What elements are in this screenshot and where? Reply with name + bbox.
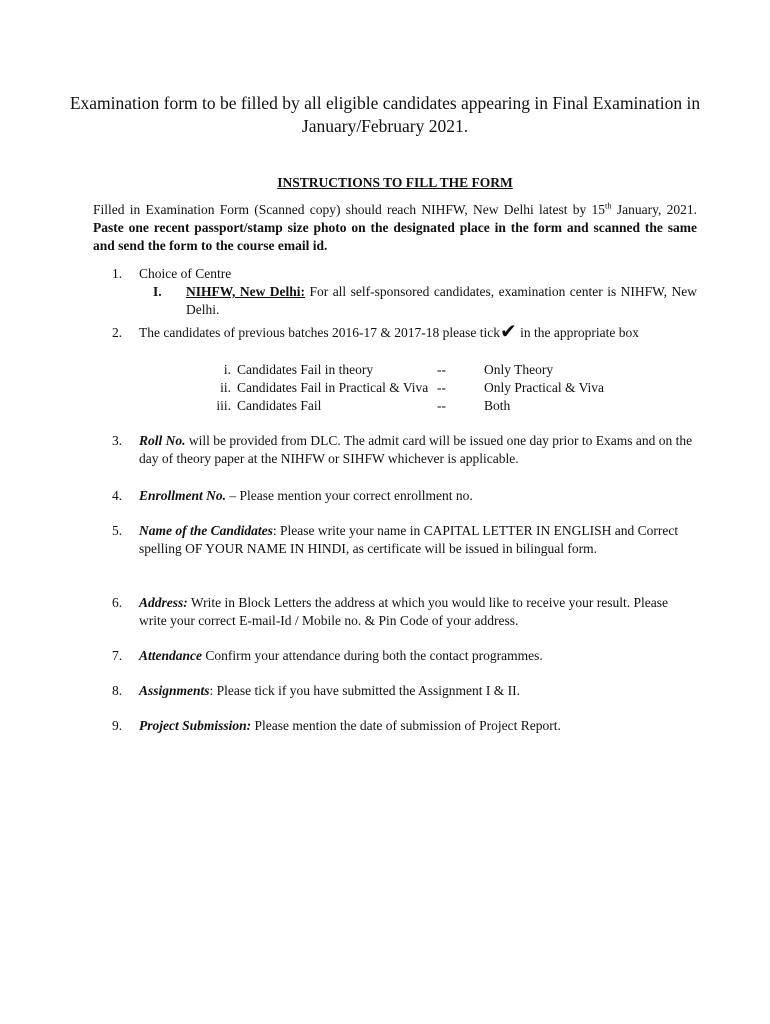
item-desc: – Please mention your correct enrollment no. (226, 488, 473, 503)
item-number: 9. (112, 718, 123, 733)
intro-text-b: January, 2021. (611, 202, 697, 217)
item-text (139, 487, 697, 505)
item-label: Attendance (139, 648, 202, 663)
centre-option-desc: For all self-sponsored candidates, examination center is NIHFW, New Delhi. (186, 284, 697, 317)
instruction-item-8 (93, 682, 697, 700)
option-row (201, 379, 621, 397)
option-dash: -- (437, 362, 446, 377)
item-text (139, 594, 697, 630)
option-row (201, 361, 621, 379)
previous-batch-options (201, 361, 621, 417)
option-value: Both (484, 398, 511, 413)
centre-option-label: NIHFW, New Delhi: (186, 284, 306, 299)
item-desc: will be provided from DLC. The admit card will be issued one day prior to Exams and on the day of theory paper at the NIHFW or SIHFW whichever is applicable. (139, 433, 693, 466)
instruction-item-9 (93, 717, 697, 735)
item-text (139, 682, 697, 700)
item-number: 6. (112, 595, 123, 610)
instruction-item-2 (93, 321, 697, 343)
intro-paragraph (93, 201, 697, 255)
item-number: 8. (112, 683, 123, 698)
item-text: Choice of Centre (139, 266, 232, 281)
intro-superscript: th (605, 200, 612, 211)
item-label: Roll No. (139, 433, 186, 448)
centre-option-text (186, 283, 697, 319)
option-label: Candidates Fail in theory (237, 362, 374, 377)
instruction-item-4 (93, 487, 697, 505)
option-roman: i. (223, 362, 231, 377)
option-value: Only Theory (484, 362, 554, 377)
item-desc: Confirm your attendance during both the contact programmes. (202, 648, 543, 663)
option-label: Candidates Fail (237, 398, 322, 413)
option-dash: -- (437, 380, 446, 395)
item-number: 5. (112, 523, 123, 538)
item-number: 3. (112, 433, 123, 448)
option-label: Candidates Fail in Practical & Viva (237, 380, 429, 395)
intro-text-a: Filled in Examination Form (Scanned copy) should reach NIHFW, New Delhi latest by 15 (93, 202, 606, 217)
item-text (139, 717, 697, 735)
instruction-item-7 (93, 647, 697, 665)
item-text (139, 432, 697, 468)
item-text (139, 321, 697, 343)
item-label: Project Submission: (139, 718, 252, 733)
item-label: Name of the Candidates (139, 523, 273, 538)
item-text (139, 647, 697, 665)
item-desc: : Please tick if you have submitted the Assignment I & II. (209, 683, 520, 698)
item-desc: Write in Block Letters the address at which you would like to receive your result. Please write your correct E-mail-Id / Mobile no. & Pin Code of your address. (139, 595, 668, 628)
item-text-a: The candidates of previous batches 2016-17 & 2017-18 please tick (139, 325, 501, 340)
option-dash: -- (437, 398, 446, 413)
option-roman: ii. (220, 380, 231, 395)
item-desc: : Please write your name in CAPITAL LETTER IN ENGLISH and Correct spelling OF YOUR NAME IN HINDI, as certificate will be issued in bilingual form. (139, 523, 679, 556)
centre-option (93, 283, 697, 319)
instruction-item-5 (93, 522, 697, 558)
form-title: Examination form to be filled by all eligible candidates appearing in Final Examination in January/February 2021. (69, 93, 701, 136)
item-label: Address: (139, 595, 188, 610)
tick-icon: ✔ (500, 321, 517, 343)
intro-bold-text: Paste one recent passport/stamp size photo on the designated place in the form and scanned the same and send the form to the course email id. (93, 220, 697, 253)
item-number: 2. (112, 325, 123, 340)
item-text-b: in the appropriate box (516, 325, 640, 340)
instruction-item-1 (93, 265, 697, 319)
item-number: 7. (112, 648, 123, 663)
item-label: Enrollment No. (139, 488, 227, 503)
instruction-item-3 (93, 432, 697, 468)
instruction-item-6 (93, 594, 697, 630)
item-text (139, 522, 697, 558)
option-roman: iii. (216, 398, 231, 413)
instructions-heading: INSTRUCTIONS TO FILL THE FORM (277, 175, 513, 190)
item-number: 1. (112, 266, 123, 281)
item-label: Assignments (139, 683, 210, 698)
option-row (201, 397, 621, 415)
option-value: Only Practical & Viva (484, 380, 605, 395)
item-desc: Please mention the date of submission of Project Report. (251, 718, 561, 733)
centre-option-marker: I. (153, 284, 162, 299)
item-number: 4. (112, 488, 123, 503)
